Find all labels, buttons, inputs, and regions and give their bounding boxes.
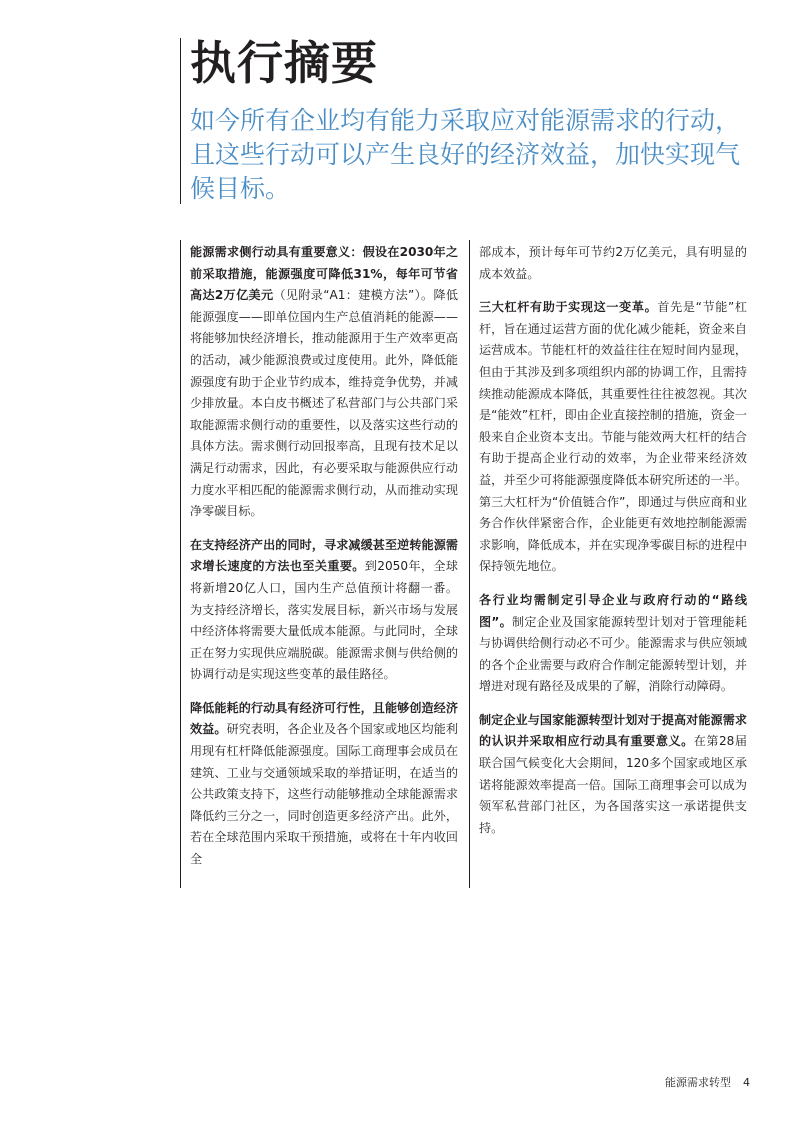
title-rule [180,38,181,204]
paragraph [479,590,747,698]
paragraph-lead: 制定企业与国家能源转型计划对于提高对能源需求的认识并采取相应行动具有重要意义。 [479,712,747,749]
paragraph-lead: 各行业均需制定引导企业与政府行动的“路线图”。 [479,592,747,629]
paragraph-body: 首先是“节能”杠杆，旨在通过运营方面的优化减少能耗，资金来自运营成本。节能杠杆的效益往往在短时间内显现，但由于其涉及到多项组织内部的协调工作，且需持续推动能源成本降低，其重要性往往被忽视。其次是“能效”杠杆，即由企业直接控制的措施，资金一般来自企业资本支出。节能与能效两大杠杆的结合有助于提高企业行动的效率，为企业带来经济效益，并至少可将能源强度降低本研究所述的一半。第三大杠杆为“价值链合作”，即通过与供应商和业务合作伙伴紧密合作，企业能更有效地控制能源需求影响，降低成本，并在实现净零碳目标的进程中保持领先地位。 [479,300,747,574]
page-subtitle: 如今所有企业均有能力采取应对能源需求的行动，且这些行动可以产生良好的经济效益，加快实现气候目标。 [190,106,741,203]
page-number: 4 [743,1076,750,1089]
column2-rule [469,240,470,888]
paragraph [190,698,458,871]
footer-label: 能源需求转型 [665,1076,731,1089]
paragraph-lead: 降低能耗的行动具有经济可行性，且能够创造经济效益。 [190,700,458,737]
paragraph [190,535,458,686]
paragraph-body: 制定企业及国家能源转型计划对于管理能耗与协调供给侧行动必不可少。能源需求与供应领域的各个企业需要与政府合作制定能源转型计划，并增进对现有路径及成果的了解，消除行动障碍。 [479,614,747,694]
paragraph-lead: 能源需求侧行动具有重要意义：假设在2030年之前采取措施，能源强度可降低31%，每年可节省高达2万亿美元 [190,245,458,303]
paragraph-body: 在第28届联合国气候变化大会期间，120多个国家或地区承诺将能源效率提高一倍。国际工商理事会可以成为领军私营部门社区，为各国落实这一承诺提供支持。 [479,734,747,835]
column-left [190,242,458,883]
paragraph [479,297,747,578]
page-title: 执行摘要 [190,36,378,90]
paragraph-lead: 在支持经济产出的同时，寻求减缓甚至逆转能源需求增长速度的方法也至关重要。 [190,537,458,574]
paragraph-lead: 三大杠杆有助于实现这一变革。 [479,300,658,315]
paragraph [479,242,747,285]
column1-rule [180,240,181,888]
paragraph-body: （见附录“A1：建模方法”）。降低能源强度——即单位国内生产总值消耗的能源——将能够加快经济增长，推动能源用于生产效率更高的活动，减少能源浪费或过度使用。此外，降低能源强度有助于企业节约成本，维持竞争优势，并减少排放量。本白皮书概述了私营部门与公共部门采取能源需求侧行动的重要性，以及落实这些行动的具体方法。需求侧行动回报率高，且现有技术足以满足行动需求，因此，有必要采取与能源供应行动力度水平相匹配的能源需求侧行动，从而推动实现净零碳目标。 [190,288,459,519]
paragraph [479,710,747,840]
paragraph-body: 研究表明，各企业及各个国家或地区均能利用现有杠杆降低能源强度。国际工商理事会成员在建筑、工业与交通领域采取的举措证明，在适当的公共政策支持下，这些行动能够推动全球能源需求降低约三分之一，同时创造更多经济产出。此外，若在全球范围内采取干预措施，或将在十年内收回全 [190,722,458,867]
column-right [479,242,747,851]
paragraph [190,242,458,523]
paragraph-body: 部成本，预计每年可节约2万亿美元，具有明显的成本效益。 [479,245,747,281]
page-footer [600,1076,750,1090]
paragraph-body: 到2050年，全球将新增20亿人口，国内生产总值预计将翻一番。为支持经济增长，落实发展目标，新兴市场与发展中经济体将需要大量低成本能源。与此同时，全球正在努力实现供应端脱碳。能源需求侧与供给侧的协调行动是实现这些变革的最佳路径。 [190,559,458,682]
